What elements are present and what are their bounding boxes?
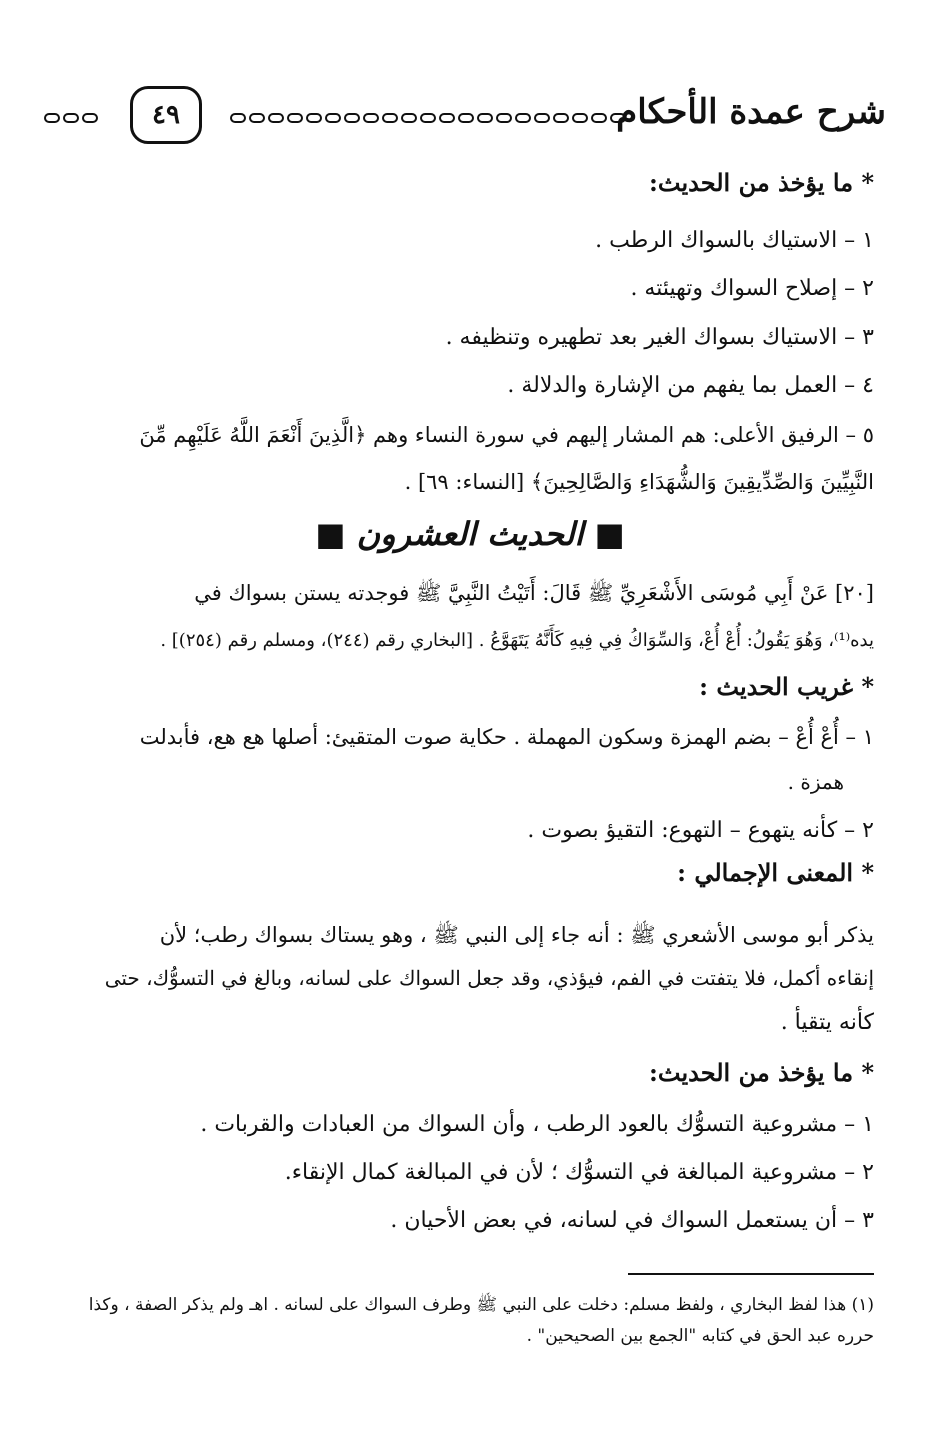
book-title: شرح عمدة الأحكام <box>616 92 886 132</box>
list-item: ١ – الاستياك بالسواك الرطب . <box>595 228 874 253</box>
section-heading: * ما يؤخذ من الحديث: <box>649 168 874 197</box>
list-item: ٣ – أن يستعمل السواك في لسانه، في بعض الأحيان . <box>390 1208 874 1233</box>
section-heading: * المعنى الإجمالي : <box>677 858 874 887</box>
section-heading: * ما يؤخذ من الحديث: <box>649 1058 874 1087</box>
list-item: ٢ – كأنه يتهوع – التهوع: التقيؤ بصوت . <box>527 818 874 843</box>
paragraph-line: يذكر أبو موسى الأشعري ﷺ : أنه جاء إلى النبي ﷺ ، وهو يستاك بسواك رطب؛ لأن <box>159 923 874 947</box>
list-item: ٢ – مشروعية المبالغة في التسوُّك ؛ لأن في المبالغة كمال الإنقاء. <box>284 1160 874 1185</box>
hadith-text: [٢٠] عَنْ أَبِي مُوسَى الأَشْعَرِيِّ ﷺ قَالَ: أَتَيْتُ النَّبِيَّ ﷺ فوجدته يستن بسواك في <box>194 581 874 605</box>
hadith-text: يده⁽¹⁾، وَهُوَ يَقُولُ: أُعْ أُعْ، وَالسِّوَاكُ فِي فِيهِ كَأَنَّهُ يَتَهَوَّعُ . [البخاري رقم (٢٤٤)، ومسلم رقم (٢٥٤)] . <box>160 630 874 651</box>
list-item: ٥ – الرفيق الأعلى: هم المشار إليهم في سورة النساء وهم ﴿الَّذِينَ أَنْعَمَ اللَّهُ عَلَيْهِم مِّنَ <box>139 423 874 447</box>
paragraph-line: إنقاءه أكمل، فلا يتفتت في الفم، فيؤذي، وقد جعل السواك على لسانه، وبالغ في التسوُّك، حتى <box>104 966 874 990</box>
paragraph-line: كأنه يتقيأ . <box>780 1010 874 1035</box>
list-item-continuation: همزة . <box>787 770 844 794</box>
list-item: ٤ – العمل بما يفهم من الإشارة والدلالة . <box>507 373 874 398</box>
section-heading: * غريب الحديث : <box>699 672 874 701</box>
list-item: ١ – مشروعية التسوُّك بالعود الرطب ، وأن السواك من العبادات والقربات . <box>200 1112 874 1137</box>
list-item: ٣ – الاستياك بسواك الغير بعد تطهيره وتنظيفه . <box>445 325 874 350</box>
hadith-title: ■ الحديث العشرون ■ <box>315 515 625 553</box>
list-item: ١ – أُعْ أُعْ – بضم الهمزة وسكون المهملة . حكاية صوت المتقيئ: أصلها هع هع، فأبدلت <box>139 725 874 749</box>
footnote-line: (١) هذا لفظ البخاري ، ولفظ مسلم: دخلت على النبي ﷺ وطرف السواك على لسانه . اهـ ولم يذكر الصفة ، وكذا <box>88 1295 874 1315</box>
footnote-separator <box>628 1273 874 1275</box>
footnote-line: حرره عبد الحق في كتابه "الجمع بين الصحيحين" . <box>526 1326 874 1346</box>
header-chain-ornament-small <box>44 111 98 125</box>
list-item-continuation: النَّبِيِّينَ وَالصِّدِّيقِينَ وَالشُّهَدَاءِ وَالصَّالِحِينَ﴾ [النساء: ٦٩] . <box>404 470 874 494</box>
header-chain-ornament <box>230 111 626 125</box>
list-item: ٢ – إصلاح السواك وتهيئته . <box>630 276 874 301</box>
page-number: ٤٩ <box>130 86 202 144</box>
